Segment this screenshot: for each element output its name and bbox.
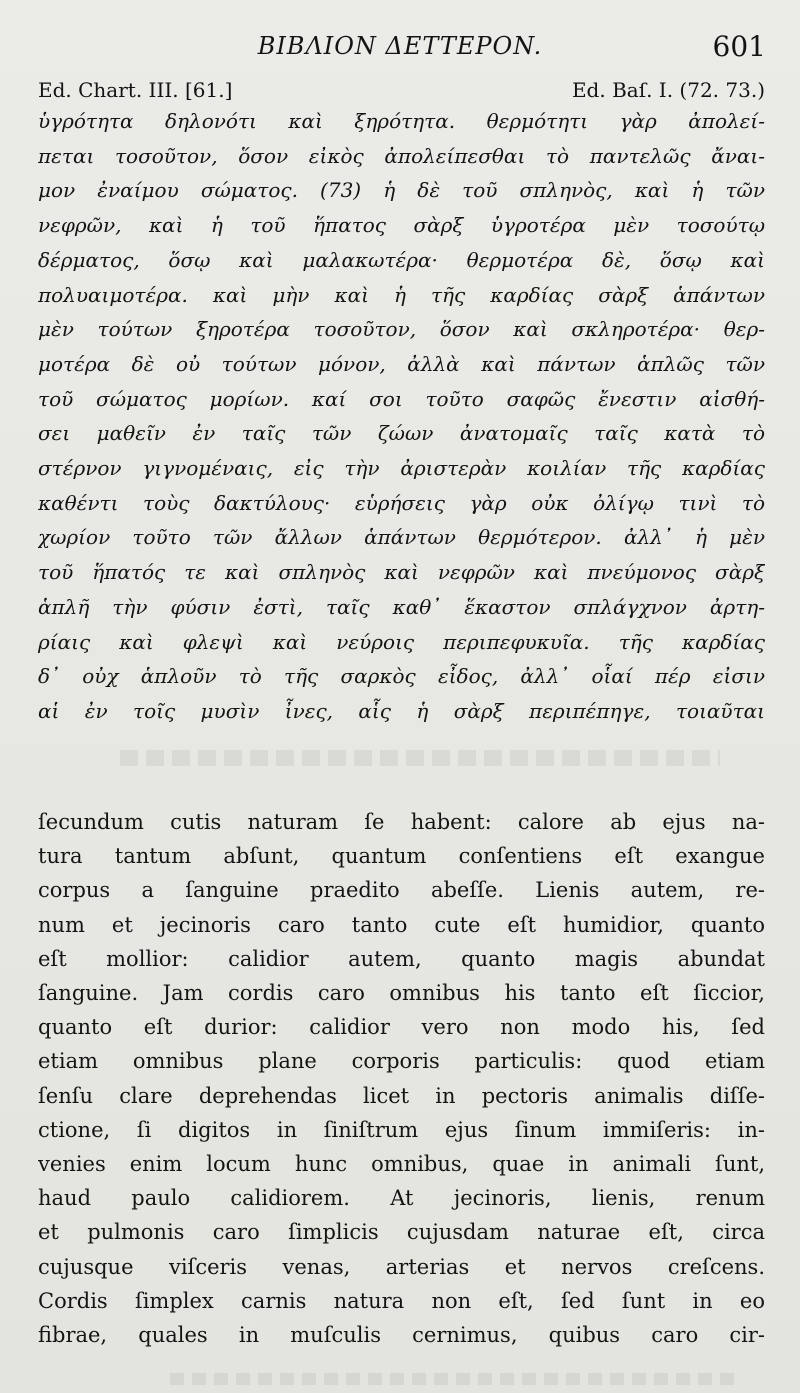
- greek-line: σει μαθεῖν ἐν ταῖς τῶν ζώων ἀνατομαῖς ταῖς κατὰ τὸ: [38, 421, 765, 446]
- latin-line: quanto eſt durior: calidior vero non modo his, ſed: [38, 1015, 765, 1040]
- chartier-edition-reference: Ed. Chart. III. [61.]: [38, 78, 233, 102]
- greek-line: δέρματος, ὅσῳ καὶ μαλακωτέρα· θερμοτέρα δὲ, ὅσῳ καὶ: [38, 247, 765, 272]
- latin-line: ſanguine. Jam cordis caro omnibus his tanto eſt ſiccior,: [38, 981, 765, 1006]
- latin-line: venies enim locum hunc omnibus, quae in animali ſunt,: [38, 1152, 765, 1177]
- greek-line: νεφρῶν, καὶ ἡ τοῦ ἥπατος σὰρξ ὑγροτέρα μὲν τοσούτῳ: [38, 213, 765, 238]
- latin-text-block: [38, 805, 765, 1352]
- greek-line: στέρνον γιγνομέναις, εἰς τὴν ἀριστερὰν κοιλίαν τῆς καρδίας: [38, 456, 765, 481]
- greek-line: ρίαις καὶ φλεψὶ καὶ νεύροις περιπεφυκυῖα. τῆς καρδίας: [38, 629, 765, 654]
- page-number: 601: [712, 30, 766, 63]
- greek-line: καθέντι τοὺς δακτύλους· εὑρήσεις γὰρ οὐκ ὀλίγῳ τινὶ τὸ: [38, 490, 765, 515]
- greek-line: ἁπλῆ τὴν φύσιν ἐστὶ, ταῖς καθ᾽ ἕκαστον σπλάγχνον ἀρτη-: [38, 594, 765, 619]
- greek-line: αἱ ἐν τοῖς μυσὶν ἶνες, αἷς ἡ σὰρξ περιπέπηγε, τοιαῦται: [38, 698, 765, 723]
- running-header: [0, 30, 800, 64]
- greek-line: ὑγρότητα δηλονότι καὶ ξηρότητα. θερμότητι γὰρ ἀπολεί-: [38, 109, 765, 133]
- greek-line: πολυαιμοτέρα. καὶ μὴν καὶ ἡ τῆς καρδίας σὰρξ ἁπάντων: [38, 282, 765, 307]
- edition-references: [38, 76, 765, 104]
- latin-line: Cordis ſimplex carnis natura non eſt, ſed ſunt in eo: [38, 1288, 765, 1313]
- latin-line: ctione, ſi digitos in ſiniſtrum ejus ſinum immiſeris: in-: [38, 1117, 765, 1142]
- greek-line: τοῦ ἥπατός τε καὶ σπληνὸς καὶ νεφρῶν καὶ πνεύμονος σὰρξ: [38, 560, 765, 585]
- greek-text-block: [38, 104, 765, 729]
- greek-line: χωρίον τοῦτο τῶν ἄλλων ἁπάντων θερμότερον. ἀλλ᾽ ἡ μὲν: [38, 525, 765, 550]
- latin-line: ſenſu clare deprehendas licet in pectoris animalis diſſe-: [38, 1083, 765, 1108]
- basel-edition-reference: Ed. Baſ. I. (72. 73.): [571, 78, 765, 102]
- greek-line: μοτέρα δὲ οὐ τούτων μόνον, ἀλλὰ καὶ πάντων ἁπλῶς τῶν: [38, 351, 765, 376]
- latin-line: ſecundum cutis naturam ſe habent: calore ab ejus na-: [38, 810, 765, 834]
- running-title: BIBΛION ΔETTEPON.: [257, 32, 543, 60]
- latin-line: haud paulo calidiorem. At jecinoris, lienis, renum: [38, 1186, 765, 1211]
- latin-line: etiam omnibus plane corporis particulis: quod etiam: [38, 1049, 765, 1074]
- latin-line: tura tantum abſunt, quantum conſentiens eſt exangue: [38, 844, 765, 869]
- greek-line: μὲν τούτων ξηροτέρα τοσοῦτον, ὅσον καὶ σκληροτέρα· θερ-: [38, 317, 765, 342]
- latin-line: corpus a ſanguine praedito abeſſe. Lienis autem, re-: [38, 878, 765, 903]
- latin-line: eſt mollior: calidior autem, quanto magis abundat: [38, 946, 765, 971]
- greek-line: δ᾽ οὐχ ἁπλοῦν τὸ τῆς σαρκὸς εἶδος, ἀλλ᾽ οἷαί πέρ εἰσιν: [38, 664, 765, 689]
- show-through-text: [120, 750, 720, 766]
- greek-line: τοῦ σώματος μορίων. καί σοι τοῦτο σαφῶς ἔνεστιν αἰσθή-: [38, 386, 765, 411]
- greek-line: μον ἐναίμου σώματος. (73) ἡ δὲ τοῦ σπληνὸς, καὶ ἡ τῶν: [38, 178, 765, 203]
- latin-line: et pulmonis caro ſimplicis cujusdam naturae eſt, circa: [38, 1220, 765, 1245]
- greek-line: πεται τοσοῦτον, ὅσον εἰκὸς ἀπολείπεσθαι τὸ παντελῶς ἄναι-: [38, 143, 765, 168]
- show-through-text-bottom: [170, 1373, 740, 1385]
- latin-line: cujusque viſceris venas, arterias et nervos creſcens.: [38, 1254, 765, 1279]
- latin-line: num et jecinoris caro tanto cute eſt humidior, quanto: [38, 912, 765, 937]
- latin-line: fibrae, quales in muſculis cernimus, quibus caro cir-: [38, 1323, 765, 1348]
